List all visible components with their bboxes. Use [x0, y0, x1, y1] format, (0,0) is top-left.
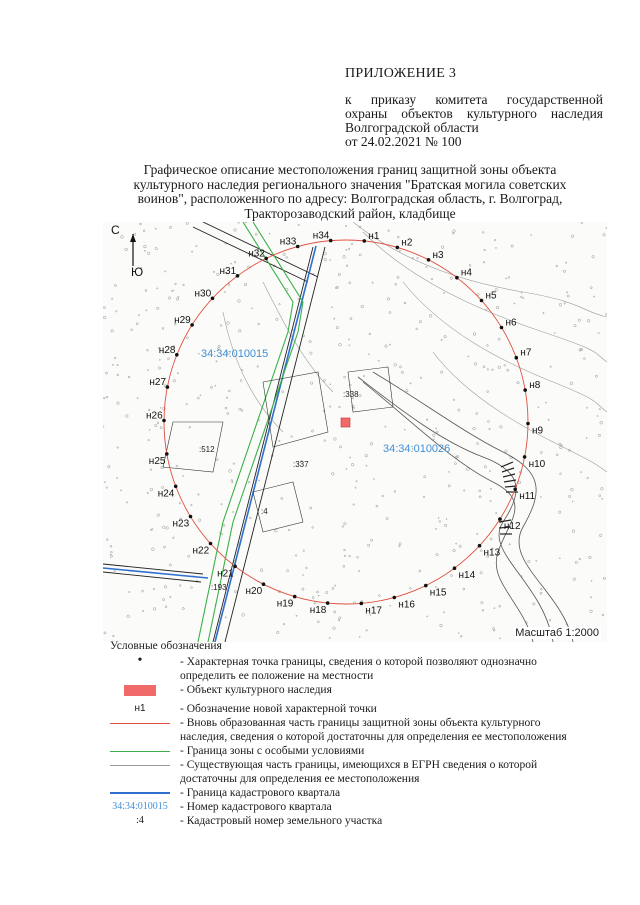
boundary-point-marker: [455, 276, 459, 280]
boundary-point-label: н27: [149, 377, 167, 389]
boundary-point-label: н7: [520, 347, 532, 359]
heritage-object: [341, 418, 350, 427]
boundary-point-marker: [453, 566, 457, 570]
boundary-point-label: н1: [368, 230, 380, 242]
boundary-point-marker: [190, 323, 194, 327]
legend-quarter-boundary-line: [110, 786, 170, 800]
legend-point-text: - Характерная точка границы, сведения о которой позволяют однозначно определить ее положение на местности: [180, 656, 537, 682]
boundary-point-marker: [189, 515, 193, 519]
compass-north: С: [111, 223, 120, 237]
parcel-label-4: :4: [261, 507, 268, 516]
boundary-point-label: н4: [460, 267, 472, 279]
legend-existing-boundary-line: [110, 758, 170, 772]
order-line-3: Волгоградской области: [345, 120, 479, 135]
legend-new-boundary-text: - Вновь образованная часть границы защитной зоны объекта культурного наследия, сведения о которой достаточны для определения ее местоположения: [180, 717, 567, 743]
legend-heading: Условные обозначения: [110, 640, 222, 652]
boundary-map: [103, 222, 607, 642]
boundary-point-marker: [166, 385, 170, 389]
boundary-point-marker: [427, 258, 431, 262]
legend-new-point-text: - Обозначение новой характерной точки: [180, 703, 377, 715]
title-line-2: культурного наследия регионального значения "Братская могила советских: [133, 176, 567, 192]
boundary-point-marker: [498, 517, 502, 521]
parcel-label-337: :337: [293, 460, 309, 469]
boundary-point-label: н29: [174, 314, 191, 326]
boundary-point-marker: [262, 582, 266, 586]
boundary-point-marker: [293, 595, 297, 599]
boundary-point-label: н17: [365, 605, 382, 617]
legend-point-symbol: •: [137, 653, 143, 668]
roads: [103, 222, 325, 642]
legend-zone-line: [110, 744, 170, 758]
boundary-point-label: н16: [398, 599, 415, 611]
boundary-point-label: н15: [429, 587, 447, 599]
boundary-point-marker: [326, 601, 330, 605]
boundary-point-label: н9: [532, 425, 544, 437]
quarter-label-2: 34:34:010026: [383, 443, 451, 455]
boundary-point-marker: [233, 565, 237, 569]
legend-quarter-number-text: - Номер кадастрового квартала: [180, 801, 332, 813]
boundary-point-marker: [513, 487, 517, 491]
boundary-point-label: н5: [485, 290, 497, 302]
order-line-2: охраны объектов культурного наследия: [345, 106, 603, 121]
boundary-point-marker: [523, 388, 527, 392]
boundary-point-label: н14: [458, 570, 476, 582]
boundary-point-marker: [209, 542, 213, 546]
boundary-point-marker: [480, 299, 484, 303]
boundary-point-label: н3: [432, 249, 444, 261]
legend-heritage-text: - Объект культурного наследия: [180, 684, 332, 696]
boundary-point-label: н22: [192, 545, 210, 557]
legend-quarter-boundary-text: - Граница кадастрового квартала: [180, 787, 341, 799]
legend-parcel-number-text: - Кадастровый номер земельного участка: [180, 815, 383, 827]
boundary-point-label: н32: [248, 248, 265, 260]
boundary-point-marker: [396, 246, 400, 250]
title-line-1: Графическое описание местоположения границ защитной зоны объекта: [143, 162, 557, 177]
document-title: [100, 163, 600, 221]
boundary-point-marker: [264, 257, 268, 261]
parcel-label-512: :512: [199, 445, 215, 454]
title-line-3: воинов", расположенного по адресу: Волгоградская область, г. Волгоград,: [137, 191, 563, 206]
boundary-point-marker: [360, 602, 364, 606]
order-reference: [345, 93, 603, 149]
boundary-point-label: н25: [148, 455, 166, 467]
ravine-lines: [358, 372, 573, 642]
boundary-point-label: н13: [483, 547, 501, 559]
title-line-4: Тракторозаводский район, кладбище: [244, 205, 456, 221]
special-zone-boundary: [198, 222, 303, 642]
boundary-point-label: н21: [217, 568, 234, 580]
boundary-point-label: н2: [401, 237, 413, 249]
boundary-point-marker: [165, 452, 169, 456]
order-line-1: к приказу комитета государственной: [345, 92, 603, 107]
boundary-point-label: н23: [172, 518, 190, 530]
boundary-point-marker: [363, 239, 367, 243]
legend-quarter-number-symbol: 34:34:010015: [112, 801, 168, 812]
boundary-point-marker: [523, 455, 527, 459]
boundary-point-label: н34: [312, 230, 330, 242]
quarter-label-1: 34:34:010015: [201, 348, 269, 360]
boundary-point-label: н6: [505, 317, 517, 329]
boundary-point-label: н8: [529, 380, 541, 392]
boundary-point-label: н19: [276, 598, 294, 610]
compass: [111, 223, 143, 279]
legend-existing-boundary-text: - Существующая часть границы, имеющихся в ЕГРН сведения о которой достаточны для определения ее местоположения: [180, 759, 538, 785]
boundary-point-label: н33: [279, 236, 297, 248]
boundary-point-label: н12: [503, 521, 521, 533]
boundary-point-marker: [478, 544, 482, 548]
order-line-4: от 24.02.2021 № 100: [345, 134, 462, 149]
boundary-point-label: н20: [245, 586, 263, 598]
boundary-point-marker: [174, 485, 178, 489]
boundary-point-marker: [393, 596, 397, 600]
legend-new-boundary-line: [110, 716, 170, 730]
boundary-point-label: н18: [309, 605, 327, 617]
boundary-point-marker: [500, 326, 504, 330]
parcel-label-338: :338: [343, 390, 359, 399]
map-scale: Масштаб 1:2000: [515, 627, 599, 639]
map-canvas: [103, 222, 607, 642]
boundary-point-label: н11: [519, 491, 536, 503]
compass-south: Ю: [131, 265, 144, 279]
legend-heritage-swatch: [110, 683, 170, 697]
boundary-point-label: н28: [158, 344, 176, 356]
boundary-point-label: н24: [157, 488, 175, 500]
parcel-label-193: :193: [211, 583, 227, 592]
legend-new-point-symbol: н1: [134, 703, 146, 714]
boundary-point-marker: [236, 274, 240, 278]
boundary-point-marker: [175, 353, 179, 357]
boundary-point-marker: [296, 245, 300, 249]
appendix-title: ПРИЛОЖЕНИЕ 3: [345, 66, 457, 81]
boundary-point-marker: [515, 356, 519, 360]
boundary-point-label: н10: [528, 458, 546, 470]
legend-parcel-number-symbol: :4: [136, 815, 144, 826]
legend-zone-text: - Граница зоны с особыми условиями: [180, 745, 365, 757]
boundary-point-label: н26: [146, 410, 163, 422]
boundary-point-marker: [424, 584, 428, 588]
boundary-point-marker: [211, 297, 215, 301]
boundary-point-marker: [162, 419, 166, 423]
boundary-point-label: н31: [219, 265, 237, 277]
boundary-point-marker: [329, 239, 333, 243]
boundary-point-label: н30: [194, 288, 212, 300]
boundary-point-marker: [526, 422, 530, 426]
